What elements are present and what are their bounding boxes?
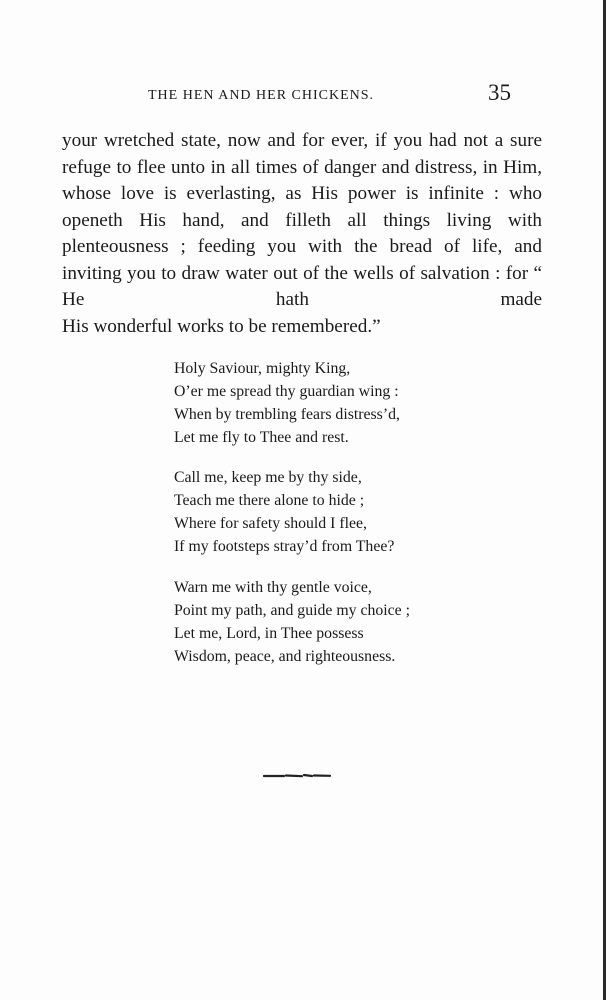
prose-line: with the bread of life, and inviting you to draw water	[62, 236, 542, 284]
hymn-line: Let me, Lord, in Thee possess	[174, 625, 364, 642]
running-head: THE HEN AND HER CHICKENS.	[148, 88, 375, 103]
hymn-stanza	[174, 357, 474, 449]
prose-line: distress, in Him, whose love is everlasting, as His	[62, 156, 542, 204]
hymn-line: Let me fly to Thee and rest.	[174, 429, 349, 446]
prose-line: out of the wells of salvation : for “ He hath made	[62, 262, 543, 310]
hymn-line: When by trembling fears distress’d,	[174, 406, 400, 423]
prose-line: power is infinite : who openeth His hand, and filleth	[62, 183, 543, 231]
prose-line: a sure refuge to flee unto in all times of danger and	[62, 130, 542, 178]
prose-paragraph	[62, 128, 542, 340]
hymn-stanza	[174, 576, 474, 668]
prose-line: His wonderful works to be remembered.”	[62, 315, 381, 337]
page-number: 35	[488, 80, 511, 105]
hymn-line: Call me, keep me by thy side,	[174, 469, 362, 486]
hymn-line: O’er me spread thy guardian wing :	[174, 383, 399, 400]
hymn-line: Holy Saviour, mighty King,	[174, 360, 351, 377]
hymn-line: Point my path, and guide my choice ;	[174, 602, 411, 619]
hymn-line: Where for safety should I flee,	[174, 515, 367, 532]
hymn-line: Teach me there alone to hide ;	[174, 492, 365, 509]
hymn-line: Wisdom, peace, and righteousness.	[174, 648, 396, 665]
hymn-line: Warn me with thy gentle voice,	[174, 579, 372, 596]
prose-line: all things living with plenteousness ; feeding you	[62, 209, 542, 257]
hymn-line: If my footsteps stray’d from Thee?	[174, 538, 395, 555]
prose-line: your wretched state, now and for ever, if you had not	[62, 130, 488, 151]
section-end-ornament	[262, 772, 332, 778]
hymn-stanza	[174, 466, 474, 558]
